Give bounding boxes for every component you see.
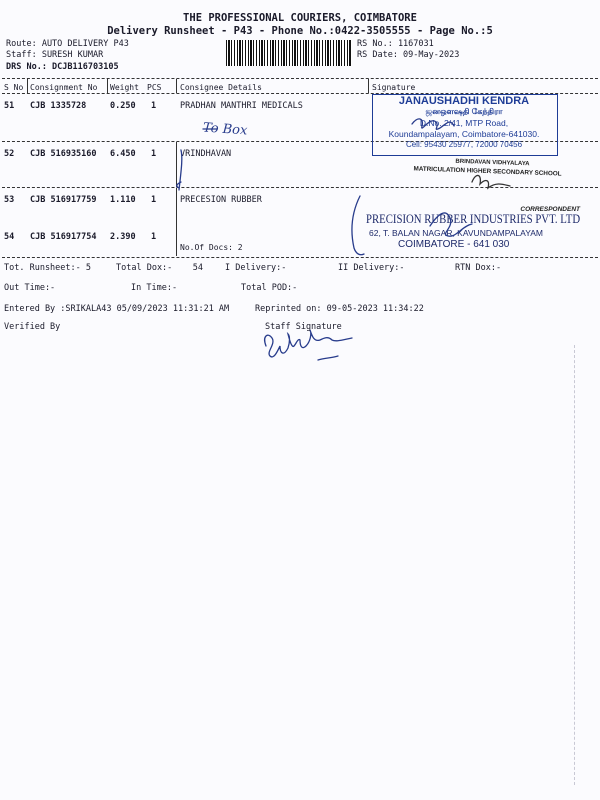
row-consignee: VRINDHAVAN	[180, 149, 232, 159]
row-consignment: CJB 1335728	[30, 101, 87, 111]
no-of-docs: No.Of Docs: 2	[180, 243, 243, 252]
stamp-line: ஜனஒளஷதி கேந்திரா	[425, 107, 503, 116]
verified-by: Verified By	[4, 322, 61, 332]
row-consignment: CJB 516917754	[30, 232, 97, 242]
staff-signature-label: Staff Signature	[265, 322, 342, 332]
i-delivery: I Delivery:-	[225, 263, 287, 273]
row-pcs: 1	[151, 195, 157, 205]
row-sno: 51	[4, 101, 15, 111]
row-weight: 0.250	[110, 101, 136, 111]
company-title: THE PROFESSIONAL COURIERS, COIMBATORE	[183, 12, 417, 24]
row-pcs: 1	[151, 101, 157, 111]
out-time: Out Time:-	[4, 283, 56, 293]
route-label: Route: AUTO DELIVERY P43	[6, 39, 129, 49]
stamp-line: BRINDAVAN VIDHYALAYA	[455, 158, 530, 168]
ii-delivery: II Delivery:-	[338, 263, 405, 273]
runsheet-subtitle: Delivery Runsheet - P43 - Phone No.:0422-3505555 - Page No.:5	[107, 25, 493, 37]
row-weight: 6.450	[110, 149, 136, 159]
scan-edge	[574, 345, 575, 785]
col-pcs: PCS	[147, 83, 162, 92]
row-consignment: CJB 516917759	[30, 195, 97, 205]
col-consignment: Consignment No	[30, 83, 98, 92]
col-consignee: Consignee Details	[180, 83, 262, 92]
row-weight: 2.390	[110, 232, 136, 242]
stamp-line: MATRICULATION HIGHER SECONDARY SCHOOL	[413, 165, 562, 178]
stamp-line: D.No. 2/41, MTP Road,	[419, 118, 509, 128]
row-consignee: PRADHAN MANTHRI MEDICALS	[180, 101, 303, 111]
reprinted-on: Reprinted on: 09-05-2023 11:34:22	[255, 304, 424, 314]
rs-number: RS No.: 1167031	[357, 39, 434, 49]
entered-by: Entered By :SRIKALA43 05/09/2023 11:31:21 AM	[4, 304, 230, 314]
in-time: In Time:-	[131, 283, 178, 293]
staff-label: Staff: SURESH KUMAR	[6, 50, 104, 60]
stamp-line: JANAUSHADHI KENDRA	[398, 95, 530, 107]
col-signature: Signature	[372, 83, 416, 92]
row-pcs: 1	[151, 149, 157, 159]
stamp-line: Cell: 95430 25977, 72000 70456	[405, 140, 523, 149]
row-sno: 54	[4, 232, 15, 242]
stamp-line: PRECISION RUBBER INDUSTRIES PVT. LTD	[366, 212, 581, 226]
rtn-dox: RTN Dox:-	[455, 263, 502, 273]
row-consignment: CJB 516935160	[30, 149, 97, 159]
row-pcs: 1	[151, 232, 157, 242]
stamp-line: 62, T. BALAN NAGAR, KAVUNDAMPALAYAM	[369, 228, 543, 238]
total-dox: Total Dox:- 54	[116, 263, 203, 273]
handwritten-note: To Box	[202, 120, 248, 139]
stamp-line: COIMBATORE - 641 030	[398, 239, 510, 250]
total-pod: Total POD:-	[241, 283, 298, 293]
row-sno: 53	[4, 195, 15, 205]
stamp-line: Koundampalayam, Coimbatore-641030.	[388, 129, 540, 139]
row-consignee: PRECESION RUBBER	[180, 195, 262, 205]
col-weight: Weight	[110, 83, 139, 92]
drs-number: DRS No.: DCJB116703105	[6, 62, 119, 72]
rs-date: RS Date: 09-May-2023	[357, 50, 460, 60]
col-sno: S No	[4, 83, 24, 92]
row-weight: 1.110	[110, 195, 136, 205]
row-sno: 52	[4, 149, 15, 159]
stamp-line: CORRESPONDENT	[520, 206, 580, 213]
tot-runsheet: Tot. Runsheet:- 5	[4, 263, 91, 273]
